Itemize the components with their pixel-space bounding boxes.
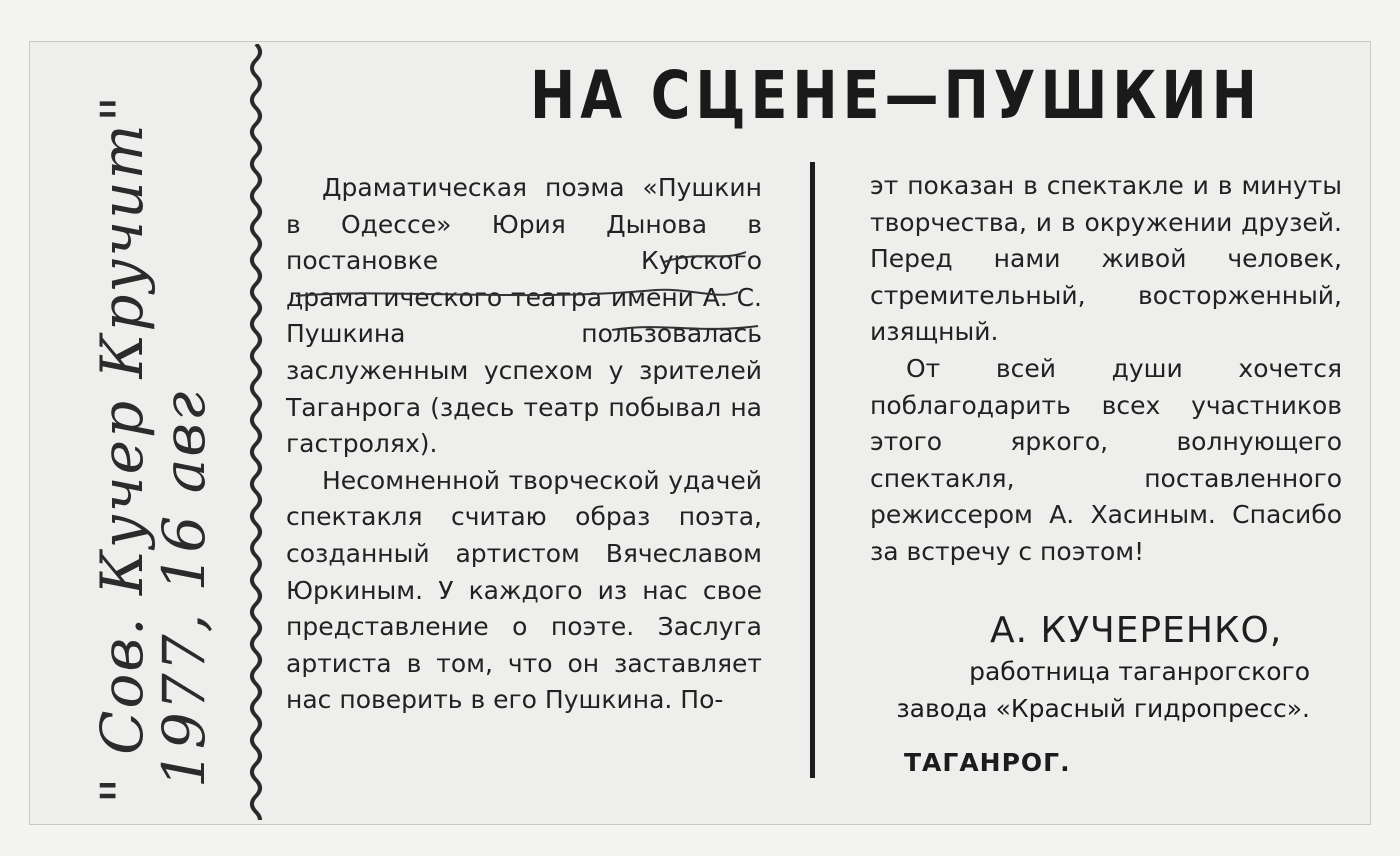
handwritten-date-line: 1977, 16 авг [150,389,218,788]
author-description: работница таганрогского завода «Красный гидропресс». [896,657,1310,723]
article-paragraph: Несомненной творческой удачей спектакля считаю образ поэта, созданный артистом Вячеславом Юркиным. У каждого из нас свое представление о поэте. Заслуга артиста в том, что он заставляет нас поверить в его Пушкина. По- [286,465,762,715]
article-paragraph: Драматическая поэма «Пушкин в Одессе» Юрия Дынова в постановке Курского драматического театра имени А. С. Пушкина пользовалась заслуженным успехом у зрителей Таганрога (здесь театр побывал на гастролях). [286,173,762,459]
handwritten-margin-note [30,42,252,824]
column-divider [810,162,815,778]
article-paragraph: эт показан в спектакле и в минуты творчества, и в окружении друзей. Перед нами живой человек, стремительный, восторженный, изящный. [870,171,1342,347]
dateline-city: ТАГАНРОГ. [904,748,1071,777]
torn-edge-divider [246,44,266,820]
article-headline: НА СЦЕНЕ—ПУШКИН [530,57,1262,134]
article-left-column [286,170,762,719]
handwritten-source-line: " Сов. Кучер Кручит" [88,93,156,804]
article-paragraph: От всей души хочется поблагодарить всех участников этого яркого, волнующего спектакля, поставленного режиссером А. Хасиным. Спасибо за встречу с поэтом! [870,353,1342,566]
author-signature: А. КУЧЕРЕНКО, [990,610,1283,651]
article-right-column [870,168,1342,571]
